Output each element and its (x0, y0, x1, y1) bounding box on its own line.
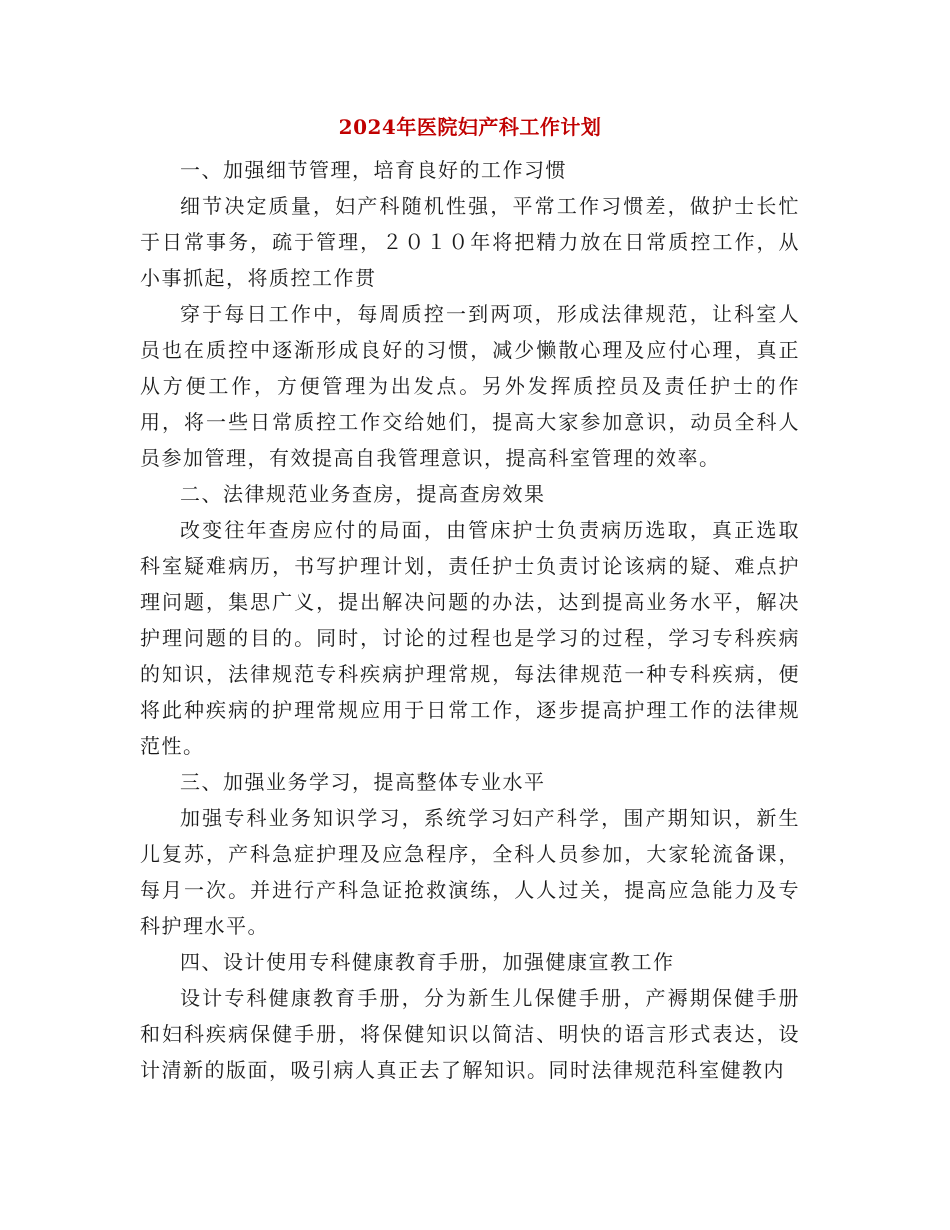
section-paragraph: 设计专科健康教育手册，分为新生儿保健手册，产褥期保健手册和妇科疾病保健手册，将保健知识以简洁、明快的语言形式表达，设计清新的版面，吸引病人真正去了解知识。同时法律规范科室健教内 (140, 986, 800, 1082)
section-heading: 一、加强细节管理，培育良好的工作习惯 (180, 158, 567, 182)
section-paragraph: 改变往年查房应付的局面，由管床护士负责病历选取，真正选取科室疑难病历，书写护理计划，责任护士负责讨论该病的疑、难点护理问题，集思广义，提出解决问题的办法，达到提高业务水平，解决护理问题的目的。同时，讨论的过程也是学习的过程，学习专科疾病的知识，法律规范专科疾病护理常规，每法律规范一种专科疾病，便将此种疾病的护理常规应用于日常工作，逐步提高护理工作的法律规范性。 (140, 518, 800, 758)
document-body (140, 112, 800, 1088)
section-4 (140, 944, 800, 1088)
section-1 (140, 152, 800, 476)
section-heading: 三、加强业务学习，提高整体专业水平 (180, 770, 546, 794)
section-paragraph: 加强专科业务知识学习，系统学习妇产科学，围产期知识，新生儿复苏，产科急症护理及应急程序，全科人员参加，大家轮流备课，每月一次。并进行产科急证抢救演练，人人过关，提高应急能力及专科护理水平。 (140, 806, 800, 938)
section-paragraph: 穿于每日工作中，每周质控一到两项，形成法律规范，让科室人员也在质控中逐渐形成良好的习惯，减少懒散心理及应付心理，真正从方便工作，方便管理为出发点。另外发挥质控员及责任护士的作用，将一些日常质控工作交给她们，提高大家参加意识，动员全科人员参加管理，有效提高自我管理意识，提高科室管理的效率。 (140, 302, 800, 470)
section-paragraph: 细节决定质量，妇产科随机性强，平常工作习惯差，做护士长忙于日常事务，疏于管理，２０１０年将把精力放在日常质控工作，从小事抓起，将质控工作贯 (140, 194, 800, 290)
section-heading: 四、设计使用专科健康教育手册，加强健康宣教工作 (180, 950, 675, 974)
document-title: 2024年医院妇产科工作计划 (338, 115, 602, 139)
section-3 (140, 764, 800, 944)
section-2 (140, 476, 800, 764)
section-heading: 二、法律规范业务查房，提高查房效果 (180, 482, 546, 506)
